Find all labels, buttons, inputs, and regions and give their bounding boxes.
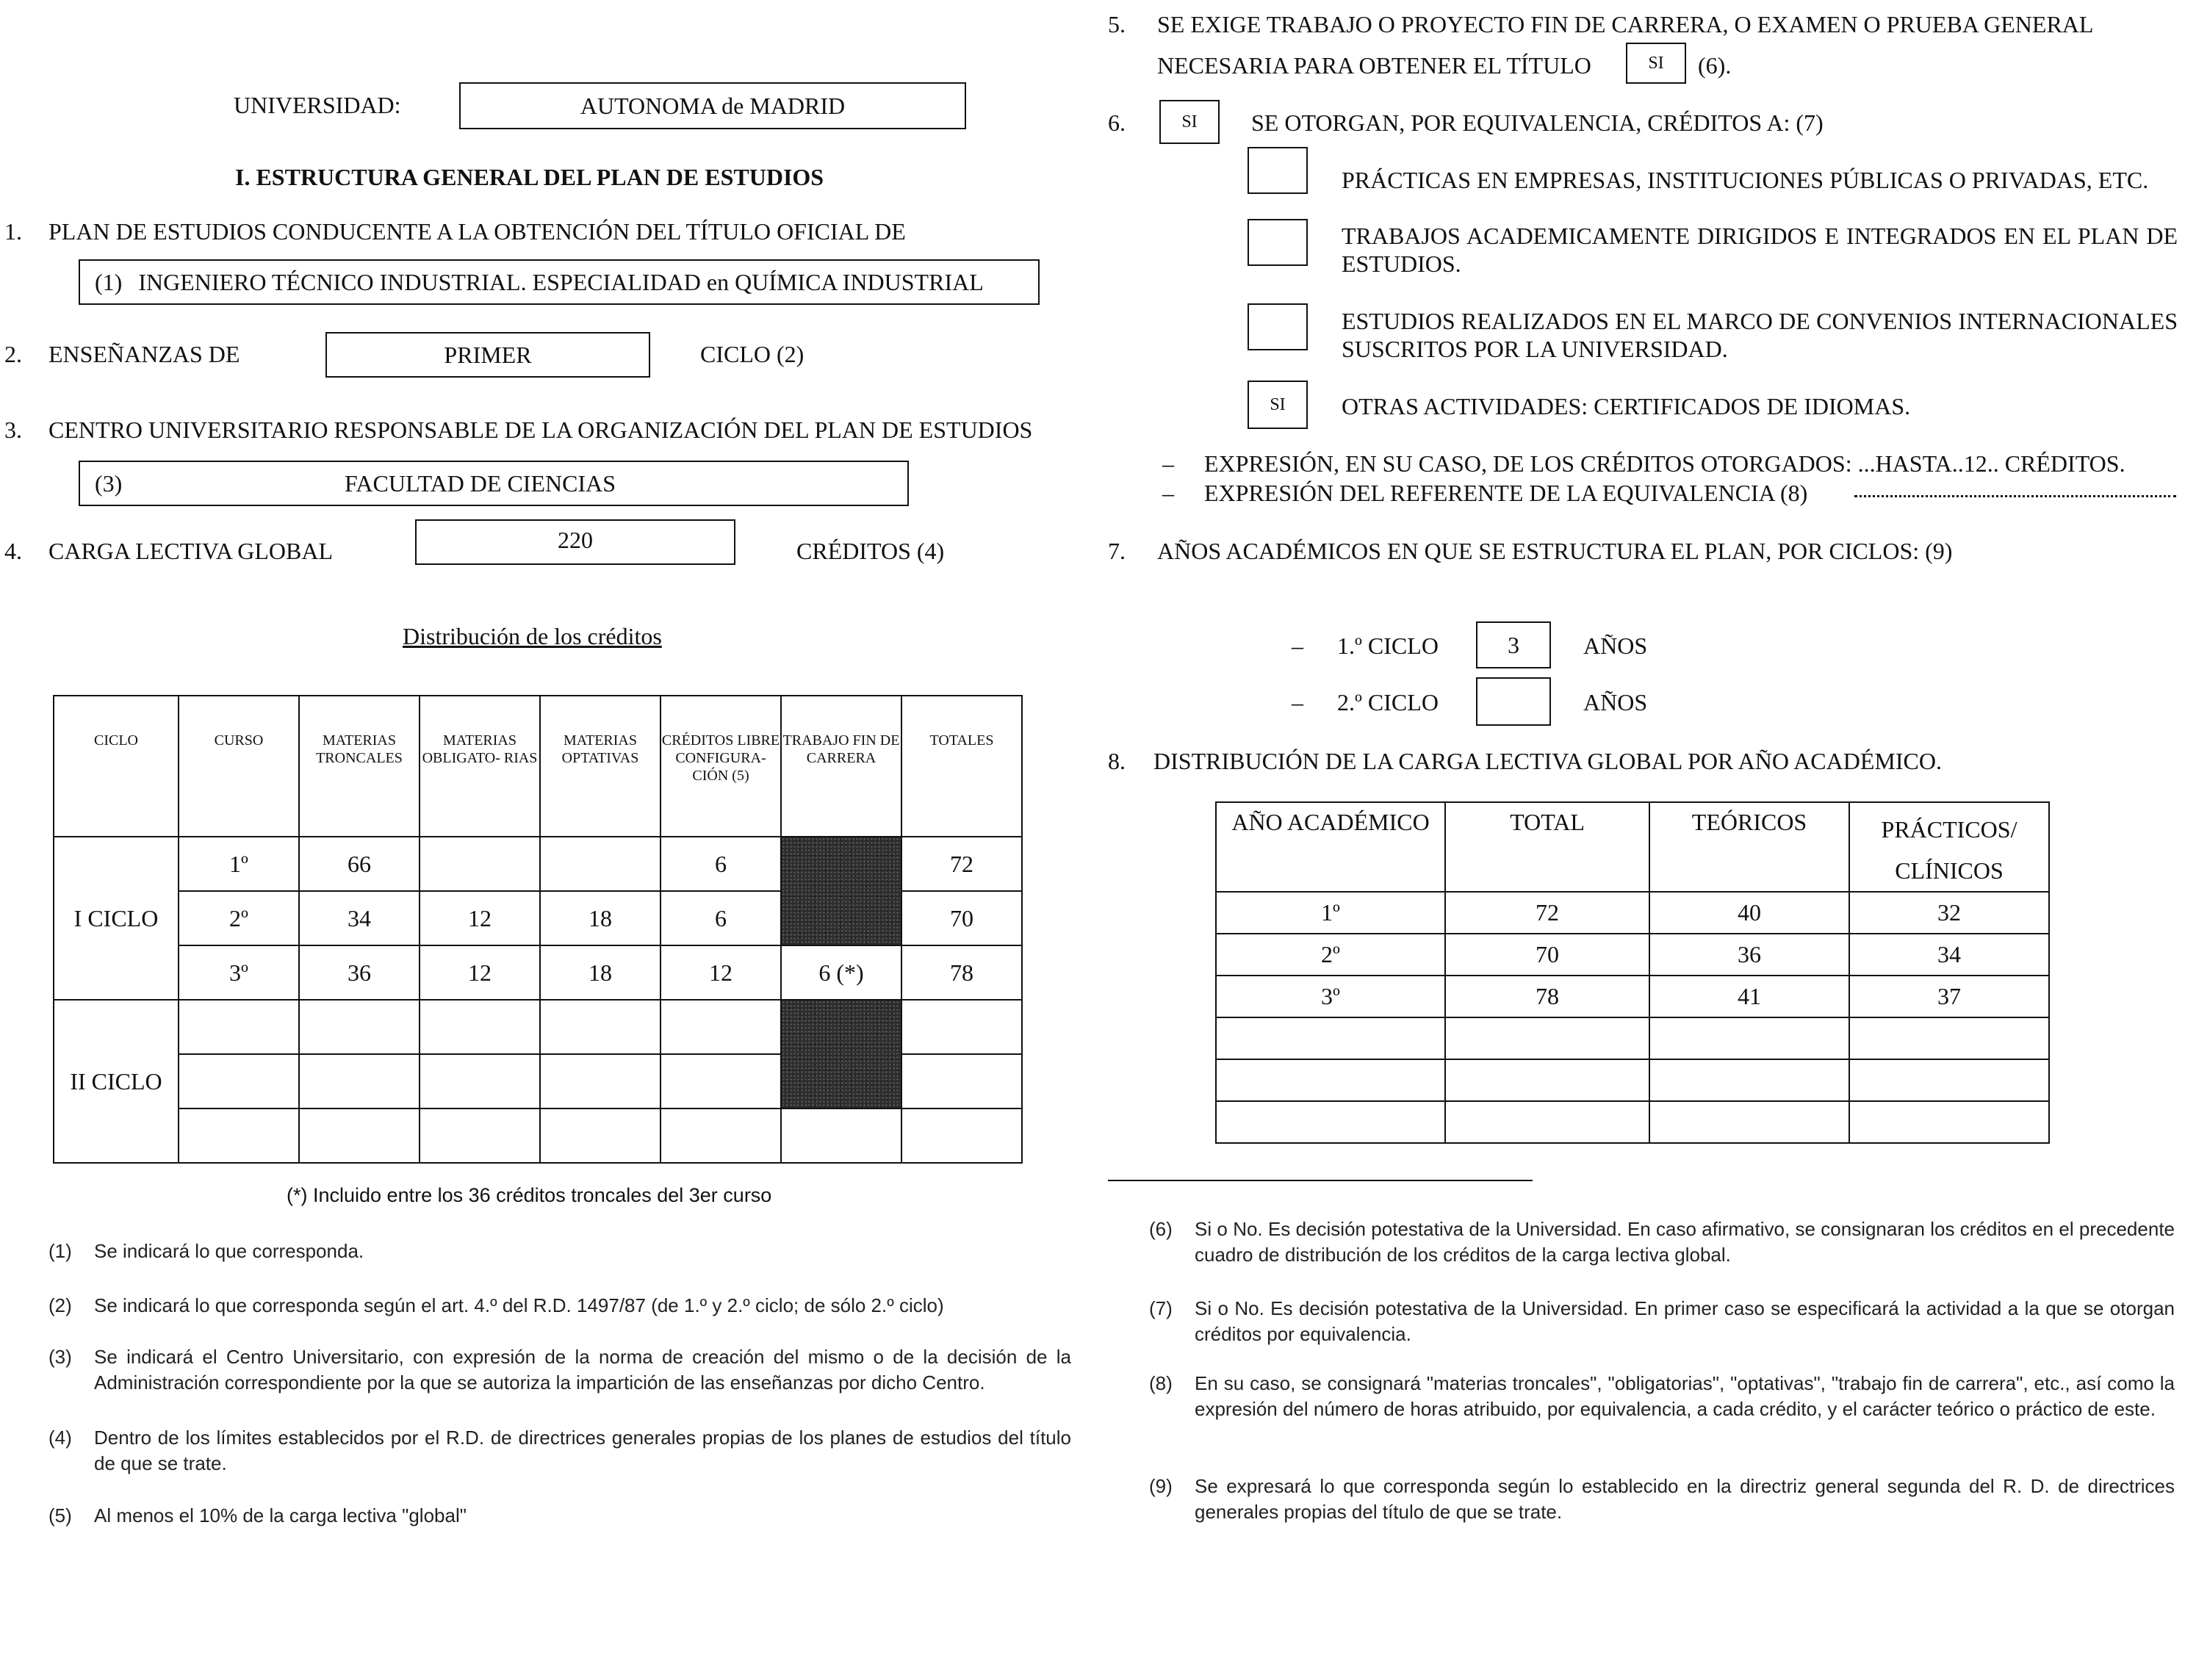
table-cell: [420, 1054, 540, 1108]
ciclo-1-label: I CICLO: [54, 837, 179, 1000]
table-cell: [420, 1000, 540, 1054]
table-cell: [1216, 1101, 1445, 1143]
table-row: [54, 945, 1022, 1000]
ciclo2-label: 2.º CICLO: [1337, 689, 1439, 715]
footnote-5: [48, 1503, 1071, 1532]
ciclo2-unit: AÑOS: [1583, 689, 1648, 715]
header-ano-academico: AÑO ACADÉMICO: [1216, 802, 1445, 892]
item3-text: CENTRO UNIVERSITARIO RESPONSABLE DE LA ORGANIZACIÓN DEL PLAN DE ESTUDIOS: [48, 417, 1033, 443]
shaded-cell: [781, 837, 901, 945]
footnote-number: (1): [48, 1240, 72, 1262]
table-cell: [1445, 1017, 1649, 1059]
carga-field: [415, 519, 735, 565]
table-cell: [1216, 1059, 1445, 1101]
item5-suffix: (6).: [1698, 52, 1732, 79]
expresion-creditos: EXPRESIÓN, EN SU CASO, DE LOS CRÉDITOS OTORGADOS: ...HASTA..12.. CRÉDITOS.: [1204, 450, 2125, 477]
ciclo1-years-box: [1476, 621, 1551, 668]
table-cell: [299, 1000, 420, 1054]
item5-line1: SE EXIGE TRABAJO O PROYECTO FIN DE CARRERA, O EXAMEN O PRUEBA GENERAL: [1157, 11, 2094, 37]
item2-suffix: CICLO (2): [700, 341, 804, 367]
ciclo-field: [325, 332, 650, 378]
footnote-text: Al menos el 10% de la carga lectiva "global": [94, 1504, 467, 1526]
header-practicos: PRÁCTICOS/ CLÍNICOS: [1849, 802, 2049, 892]
table-cell: [901, 1108, 1022, 1163]
footnote-text: Se indicará lo que corresponda según el art. 4.º del R.D. 1497/87 (de 1.º y 2.º ciclo; de sólo 2.º ciclo): [94, 1294, 944, 1316]
table-cell: [179, 1108, 299, 1163]
table-cell: 34: [1849, 934, 2049, 976]
header-totales: TOTALES: [901, 696, 1022, 837]
option-checkbox-trabajos: [1248, 219, 1308, 266]
table-footnote: (*) Incluido entre los 36 créditos troncales del 3er curso: [287, 1184, 772, 1206]
footnote-number: (2): [48, 1294, 72, 1316]
item5-number: 5.: [1108, 11, 1126, 37]
table-cell: 18: [540, 945, 660, 1000]
footnote-number: (3): [48, 1346, 72, 1368]
table-cell: 72: [1445, 892, 1649, 934]
footnote-8: [1149, 1371, 2175, 1459]
table-cell: [781, 1108, 901, 1163]
item6-answer-box: [1159, 100, 1220, 144]
table-row: [1216, 976, 2049, 1017]
item4-suffix: CRÉDITOS (4): [796, 538, 945, 564]
item6-number: 6.: [1108, 109, 1126, 136]
footnote-9: [1149, 1474, 2175, 1532]
expresion-referente: EXPRESIÓN DEL REFERENTE DE LA EQUIVALENCIA (8): [1204, 480, 1808, 506]
titulo-ref: (1): [95, 268, 123, 295]
table-cell: 72: [901, 837, 1022, 891]
ciclo1-dash: –: [1292, 632, 1303, 659]
table-cell: 3º: [179, 945, 299, 1000]
centro-ref: (3): [95, 469, 123, 497]
option-practicas: PRÁCTICAS EN EMPRESAS, INSTITUCIONES PÚBLICAS O PRIVADAS, ETC.: [1342, 167, 2149, 193]
option-convenios: ESTUDIOS REALIZADOS EN EL MARCO DE CONVENIOS INTERNACIONALES SUSCRITOS POR LA UNIVERSIDAD.: [1342, 308, 2178, 363]
table-cell: [1445, 1101, 1649, 1143]
table-cell: [420, 837, 540, 891]
table-cell: 66: [299, 837, 420, 891]
table-cell: [660, 1054, 781, 1108]
header-total: TOTAL: [1445, 802, 1649, 892]
item8-number: 8.: [1108, 748, 1126, 774]
item5-answer-box: [1626, 43, 1686, 84]
item4-number: 4.: [4, 538, 22, 564]
table-row: [1216, 934, 2049, 976]
item7-text: AÑOS ACADÉMICOS EN QUE SE ESTRUCTURA EL PLAN, POR CICLOS: (9): [1157, 538, 1953, 564]
item6-answer: SI: [1181, 112, 1198, 131]
table-cell: [1849, 1101, 2049, 1143]
header-optativas: MATERIAS OPTATIVAS: [540, 696, 660, 837]
ciclo-value: PRIMER: [444, 341, 532, 368]
ciclo1-label: 1.º CICLO: [1337, 632, 1439, 659]
item8-text: DISTRIBUCIÓN DE LA CARGA LECTIVA GLOBAL POR AÑO ACADÉMICO.: [1153, 748, 1942, 774]
footnote-2: [48, 1293, 1071, 1322]
table-cell: [660, 1000, 781, 1054]
credits-header-row: [54, 696, 1022, 837]
year-header-row: [1216, 802, 2049, 892]
table-cell: 37: [1849, 976, 2049, 1017]
footnote-3: [48, 1344, 1071, 1403]
table-cell: [299, 1054, 420, 1108]
universidad-value: AUTONOMA de MADRID: [580, 92, 846, 119]
footnote-number: (8): [1149, 1372, 1173, 1394]
footnote-text: Se expresará lo que corresponda según lo establecido en la directriz general segunda del R. D. de directrices generales propias del título de que se trate.: [1195, 1475, 2175, 1524]
footnote-text: En su caso, se consignará "materias troncales", "obligatorias", "optativas", "trabajo fin de carrera", etc., así como la expresión del número de horas atribuido, por equivalencia, a cada crédito, y el carácter teórico o práctico de este.: [1195, 1372, 2175, 1421]
ciclo1-unit: AÑOS: [1583, 632, 1648, 659]
table-cell: [901, 1000, 1022, 1054]
footnote-text: Se indicará lo que corresponda.: [94, 1240, 364, 1262]
ciclo1-years: 3: [1508, 631, 1519, 658]
item4-label: CARGA LECTIVA GLOBAL: [48, 538, 333, 564]
header-trabajo-fin-carrera: TRABAJO FIN DE CARRERA: [781, 696, 901, 837]
table-cell: [901, 1054, 1022, 1108]
footnote-number: (6): [1149, 1218, 1173, 1240]
table-row: [1216, 1101, 2049, 1143]
header-troncales: MATERIAS TRONCALES: [299, 696, 420, 837]
footnote-text: Se indicará el Centro Universitario, con expresión de la norma de creación del mismo o de la decisión de la Administración correspondiente por la que se autoriza la impartición de las enseñanzas por dicho Centro.: [94, 1346, 1071, 1394]
footnote-7: [1149, 1296, 2175, 1355]
header-curso: CURSO: [179, 696, 299, 837]
item3-number: 3.: [4, 417, 22, 443]
table-cell: [1649, 1017, 1849, 1059]
footnote-number: (4): [48, 1427, 72, 1449]
ciclo2-dash: –: [1292, 689, 1303, 715]
table-cell: 41: [1649, 976, 1849, 1017]
table-cell: 78: [1445, 976, 1649, 1017]
item1-number: 1.: [4, 218, 22, 245]
footnote-6: [1149, 1216, 2175, 1275]
table-cell: [1216, 1017, 1445, 1059]
table-cell: 70: [1445, 934, 1649, 976]
table-cell: 18: [540, 891, 660, 945]
item6-text: SE OTORGAN, POR EQUIVALENCIA, CRÉDITOS A: (7): [1251, 109, 1824, 136]
table-cell: [1649, 1059, 1849, 1101]
table-cell: 40: [1649, 892, 1849, 934]
table-cell: [660, 1108, 781, 1163]
universidad-field: [459, 82, 966, 129]
header-ciclo: CICLO: [54, 696, 179, 837]
item2-label: ENSEÑANZAS DE: [48, 341, 240, 367]
item1-text: PLAN DE ESTUDIOS CONDUCENTE A LA OBTENCIÓN DEL TÍTULO OFICIAL DE: [48, 218, 906, 245]
footnote-text: Dentro de los límites establecidos por el R.D. de directrices generales propias de los planes de estudios del título de que se trate.: [94, 1427, 1071, 1475]
header-libre-configuracion: CRÉDITOS LIBRE CONFIGURA- CIÓN (5): [660, 696, 781, 837]
table-row: [1216, 1059, 2049, 1101]
table-cell: [540, 1000, 660, 1054]
credits-table: [53, 695, 1023, 1164]
item7-number: 7.: [1108, 538, 1126, 564]
centro-value: FACULTAD DE CIENCIAS: [345, 469, 616, 497]
table-cell: 6: [660, 891, 781, 945]
section-title: I. ESTRUCTURA GENERAL DEL PLAN DE ESTUDIOS: [235, 164, 824, 190]
universidad-label: UNIVERSIDAD:: [234, 92, 401, 118]
footnote-text: Si o No. Es decisión potestativa de la Universidad. En caso afirmativo, se consignaran los créditos en el precedente cuadro de distribución de los créditos de la carga lectiva global.: [1195, 1218, 2175, 1266]
option-checkbox-practicas: [1248, 147, 1308, 194]
table-cell: 6 (*): [781, 945, 901, 1000]
titulo-value: INGENIERO TÉCNICO INDUSTRIAL. ESPECIALIDAD en QUÍMICA INDUSTRIAL: [138, 268, 984, 295]
table-cell: 12: [420, 945, 540, 1000]
centro-field: [79, 461, 909, 506]
item2-number: 2.: [4, 341, 22, 367]
table-cell: 36: [299, 945, 420, 1000]
footnote-number: (5): [48, 1504, 72, 1526]
ciclo-2-label: II CICLO: [54, 1000, 179, 1163]
table-cell: [1849, 1059, 2049, 1101]
footnote-text: Si o No. Es decisión potestativa de la Universidad. En primer caso se especificará la actividad a la que se otorgan créditos por equivalencia.: [1195, 1297, 2175, 1346]
table-cell: [299, 1108, 420, 1163]
table-cell: [420, 1108, 540, 1163]
distribution-title: Distribución de los créditos: [403, 623, 662, 649]
referente-dotted-line: [1854, 495, 2176, 497]
item5-line2: NECESARIA PARA OBTENER EL TÍTULO: [1157, 52, 1591, 79]
option-checkbox-otras: SI: [1248, 381, 1308, 429]
table-cell: 12: [420, 891, 540, 945]
table-cell: 34: [299, 891, 420, 945]
footnote-number: (9): [1149, 1475, 1173, 1497]
ciclo2-years-box: [1476, 677, 1551, 726]
header-obligatorias: MATERIAS OBLIGATO- RIAS: [420, 696, 540, 837]
item5-answer: SI: [1648, 53, 1664, 73]
table-cell: [179, 1054, 299, 1108]
table-cell: 3º: [1216, 976, 1445, 1017]
expr1-dash: –: [1162, 450, 1174, 477]
table-cell: 32: [1849, 892, 2049, 934]
expr2-dash: –: [1162, 480, 1174, 506]
table-cell: 2º: [179, 891, 299, 945]
table-row: [1216, 1017, 2049, 1059]
option-checkbox-convenios: [1248, 303, 1308, 350]
table-cell: 1º: [179, 837, 299, 891]
year-table: [1215, 801, 2050, 1144]
table-row: [54, 1108, 1022, 1163]
option-trabajos: TRABAJOS ACADEMICAMENTE DIRIGIDOS E INTEGRADOS EN EL PLAN DE ESTUDIOS.: [1342, 223, 2178, 278]
table-cell: [1445, 1059, 1649, 1101]
table-cell: 12: [660, 945, 781, 1000]
table-cell: [1849, 1017, 2049, 1059]
option-otras: OTRAS ACTIVIDADES: CERTIFICADOS DE IDIOMAS.: [1342, 393, 1911, 419]
table-cell: 36: [1649, 934, 1849, 976]
table-cell: [540, 1108, 660, 1163]
table-cell: [540, 837, 660, 891]
table-cell: 1º: [1216, 892, 1445, 934]
shaded-cell: [781, 1000, 901, 1108]
table-row: [54, 1000, 1022, 1054]
footnote-number: (7): [1149, 1297, 1173, 1319]
table-cell: 78: [901, 945, 1022, 1000]
footnote-4: [48, 1425, 1071, 1484]
footnote-1: [48, 1239, 1071, 1268]
header-teoricos: TEÓRICOS: [1649, 802, 1849, 892]
table-cell: [540, 1054, 660, 1108]
table-cell: 70: [901, 891, 1022, 945]
table-cell: 6: [660, 837, 781, 891]
table-row: [1216, 892, 2049, 934]
carga-value: 220: [558, 527, 593, 553]
table-cell: [1649, 1101, 1849, 1143]
titulo-field: [79, 259, 1040, 305]
table-row: [54, 837, 1022, 891]
table-cell: [179, 1000, 299, 1054]
table-cell: 2º: [1216, 934, 1445, 976]
footnote-separator: [1108, 1180, 1533, 1181]
